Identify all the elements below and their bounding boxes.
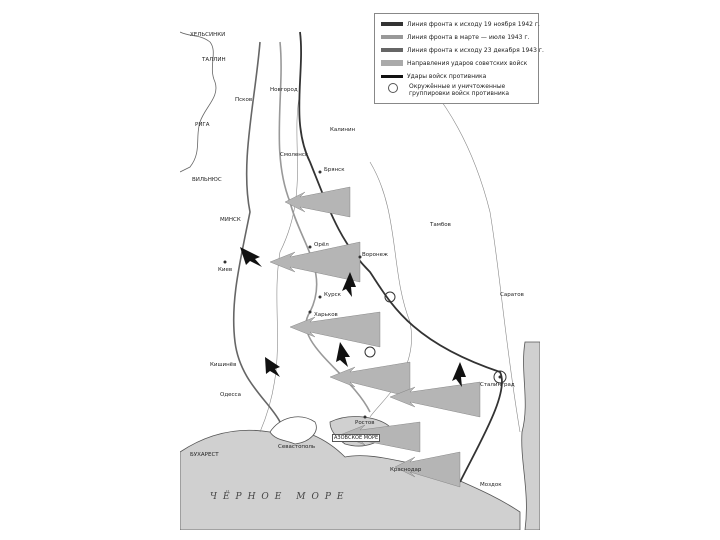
place-bucharest: БУХАРЕСТ [190, 452, 219, 458]
place-kiev: Киев [218, 267, 233, 273]
place-mozdok: Моздок [480, 482, 502, 488]
legend-item [381, 18, 540, 30]
legend-swatch [381, 75, 403, 78]
place-vilnius: ВИЛЬНЮС [192, 177, 222, 183]
legend-item [381, 70, 486, 82]
place-kishinev: Кишинёв [210, 362, 237, 368]
legend-item [381, 44, 544, 56]
place-helsinki: ХЕЛЬСИНКИ [190, 32, 226, 38]
legend-swatch [381, 48, 403, 52]
place-sevastopol: Севастополь [278, 444, 316, 450]
legend-swatch [381, 22, 403, 26]
sea-label-black: ЧЁРНОЕ МОРЕ [210, 492, 350, 502]
place-saratov: Саратов [500, 292, 524, 298]
place-kharkov: Харьков [314, 312, 338, 318]
place-tallin: ТАЛЛИН [202, 57, 226, 63]
legend-label: Линия фронта в марте — июле 1943 г. [407, 33, 530, 41]
legend-item [381, 31, 529, 43]
place-voronezh: Воронеж [362, 252, 388, 258]
place-smolensk: Смоленск [280, 152, 309, 158]
place-tambov: Тамбов [430, 222, 451, 228]
legend-swatch [381, 60, 403, 66]
legend-label: Удары войск противника [407, 72, 487, 80]
place-odessa: Одесса [220, 392, 241, 398]
place-bryansk: Брянск [324, 167, 345, 173]
legend-label: Линия фронта к исходу 23 декабря 1943 г. [407, 46, 544, 54]
place-kursk: Курск [324, 292, 341, 298]
place-kalinin: Калинин [330, 127, 356, 133]
war-map [180, 12, 544, 530]
map-legend [374, 13, 544, 104]
legend-label: Окружённые и уничтоженные группировки войск противника [409, 83, 510, 97]
place-stalingrad: Сталинград [480, 382, 515, 388]
place-krasnodar: Краснодар [390, 467, 422, 473]
legend-label: Направления ударов советских войск [407, 59, 528, 67]
legend-swatch [388, 83, 398, 93]
legend-label: Линия фронта к исходу 19 ноября 1942 г. [407, 20, 540, 28]
place-orel: Орёл [314, 242, 329, 248]
place-pskov: Псков [235, 97, 253, 103]
place-minsk: МИНСК [220, 217, 241, 223]
baltic-coast [180, 32, 216, 172]
place-riga: РИГА [195, 122, 210, 128]
place-novgorod: Новгород [270, 87, 298, 93]
front-line-1943 [279, 42, 370, 412]
legend-item [381, 57, 527, 69]
place-rostov: Ростов [355, 420, 375, 426]
legend-item [381, 83, 529, 99]
caspian-edge [522, 342, 540, 530]
sea-label-azov: АЗОВСКОЕ МОРЕ [334, 435, 379, 441]
legend-swatch [381, 35, 403, 39]
